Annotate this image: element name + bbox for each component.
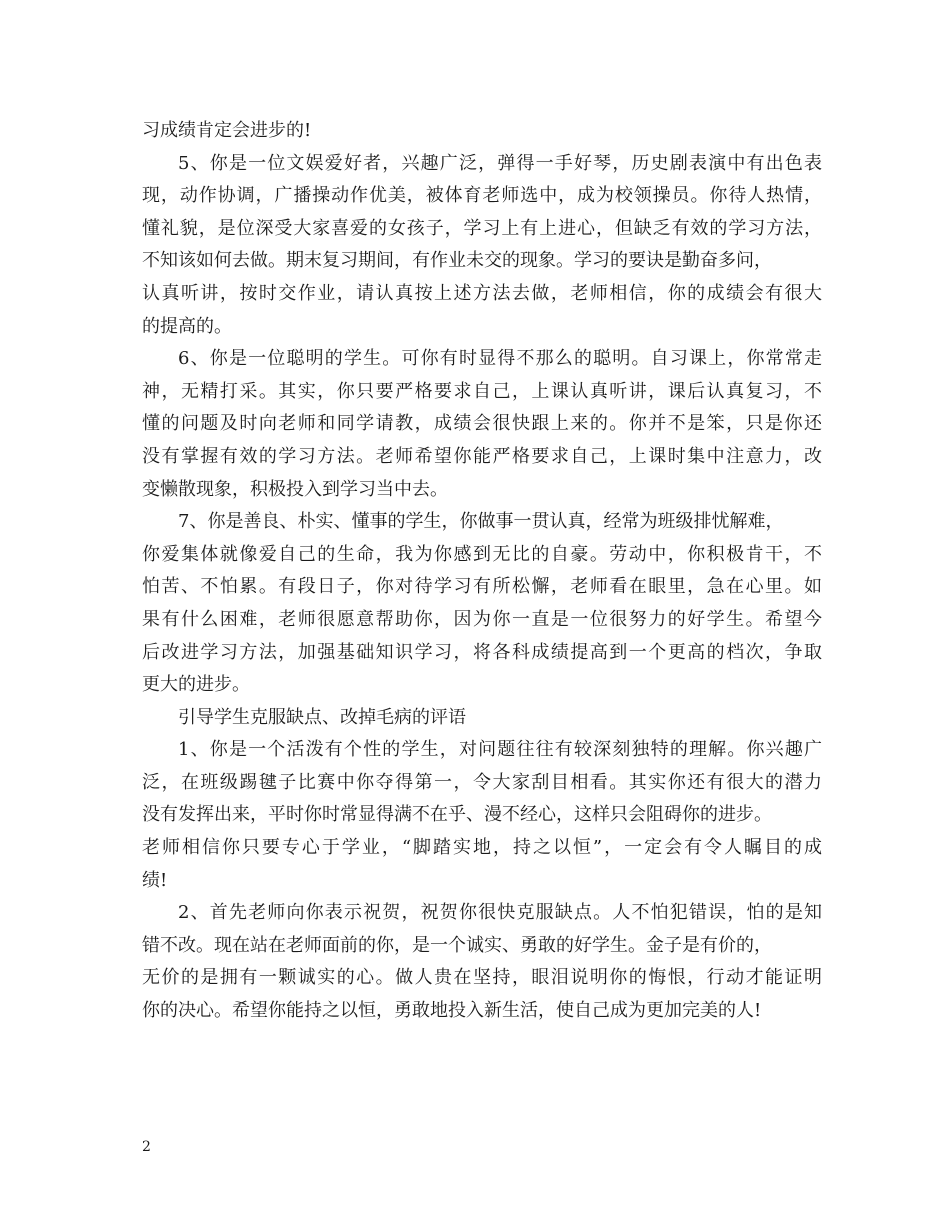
text-line: 懂的问题及时向老师和同学请教，成绩会很快跟上来的。你并不是笨，只是你还 <box>142 413 822 435</box>
text-line: 懂礼貌，是位深受大家喜爱的女孩子，学习上有上进心，但缺乏有效的学习方法， <box>142 217 822 239</box>
text-line: 现，动作协调，广播操动作优美，被体育老师选中，成为校领操员。你待人热情， <box>142 185 822 207</box>
text-line: 老师相信你只要专心于学业，“脚踏实地，持之以恒”，一定会有令人瞩目的成 <box>142 837 822 859</box>
text-line: 无价的是拥有一颗诚实的心。做人贵在坚持，眼泪说明你的悔恨，行动才能证明 <box>142 967 822 989</box>
text-line: 的提高的。 <box>142 315 232 337</box>
text-line: 5、你是一位文娱爱好者，兴趣广泛，弹得一手好琴，历史剧表演中有出色表 <box>178 152 822 174</box>
text-line: 7、你是善良、朴实、懂事的学生，你做事一贯认真，经常为班级排忧解难， <box>178 511 784 533</box>
text-line: 更大的进步。 <box>142 674 250 696</box>
text-line: 2、首先老师向你表示祝贺，祝贺你很快克服缺点。人不怕犯错误，怕的是知 <box>178 902 822 924</box>
text-line: 1、你是一个活泼有个性的学生，对问题往往有较深刻独特的理解。你兴趣广 <box>178 739 822 761</box>
text-line: 引导学生克服缺点、改掉毛病的评语 <box>178 706 466 728</box>
text-line: 没有发挥出来，平时你时常显得满不在乎、漫不经心，这样只会阻碍你的进步。 <box>142 804 772 826</box>
text-line: 你的决心。希望你能持之以恒，勇敢地投入新生活，使自己成为更加完美的人! <box>142 1000 762 1022</box>
text-line: 神，无精打采。其实，你只要严格要求自己，上课认真听讲，课后认真复习，不 <box>142 380 822 402</box>
text-line: 不知该如何去做。期末复习期间，有作业未交的现象。学习的要诀是勤奋多问， <box>142 250 772 272</box>
text-line: 6、你是一位聪明的学生。可你有时显得不那么的聪明。自习课上，你常常走 <box>178 348 822 370</box>
text-line: 泛，在班级踢毽子比赛中你夺得第一，令大家刮目相看。其实你还有很大的潜力 <box>142 771 822 793</box>
text-line: 后改进学习方法，加强基础知识学习，将各科成绩提高到一个更高的档次，争取 <box>142 641 822 663</box>
text-line: 习成绩肯定会进步的! <box>142 120 312 141</box>
text-line: 绩! <box>142 869 168 891</box>
text-line: 果有什么困难，老师很愿意帮助你，因为你一直是一位很努力的好学生。希望今 <box>142 608 822 630</box>
text-line: 没有掌握有效的学习方法。老师希望你能严格要求自己，上课时集中注意力，改 <box>142 445 822 467</box>
page-number: 2 <box>142 1139 151 1155</box>
text-line: 你爱集体就像爱自己的生命，我为你感到无比的自豪。劳动中，你积极肯干，不 <box>142 543 822 565</box>
text-line: 认真听讲，按时交作业，请认真按上述方法去做，老师相信，你的成绩会有很大 <box>142 282 822 304</box>
document-body <box>142 115 822 1028</box>
text-line: 错不改。现在站在老师面前的你，是一个诚实、勇敢的好学生。金子是有价的， <box>142 934 772 956</box>
text-line: 变懒散现象，积极投入到学习当中去。 <box>142 478 448 500</box>
text-line: 怕苦、不怕累。有段日子，你对待学习有所松懈，老师看在眼里，急在心里。如 <box>142 576 822 598</box>
